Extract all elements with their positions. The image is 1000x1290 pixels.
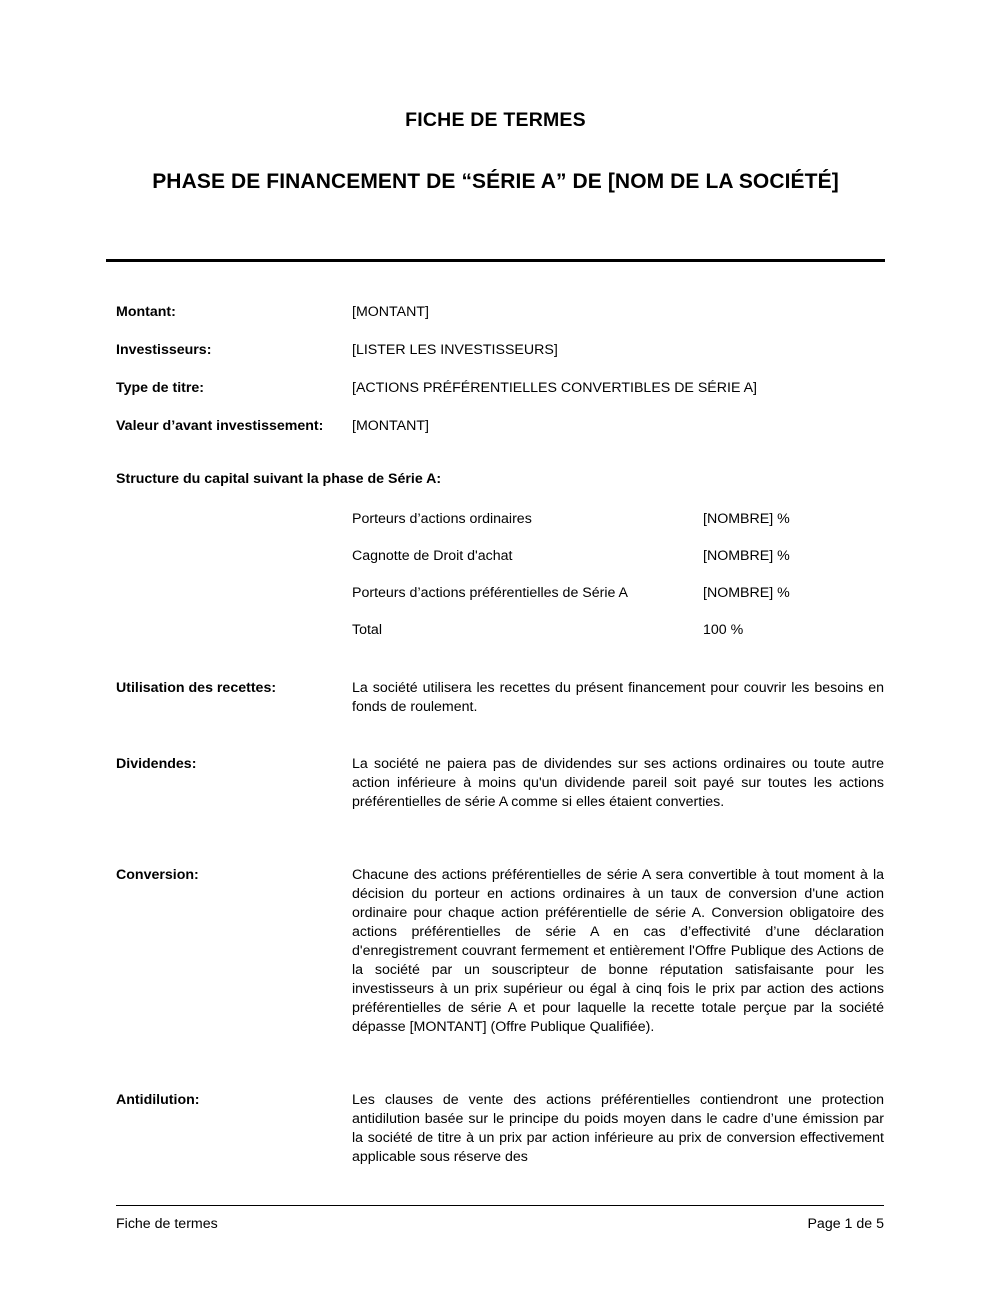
table-cell-percent: 100 % — [703, 622, 744, 638]
table-cell-name: Total — [352, 622, 382, 638]
field-label: Investisseurs: — [116, 342, 212, 358]
clause-label: Utilisation des recettes: — [116, 680, 277, 696]
table-cell-name: Porteurs d’actions préférentielles de Série A — [352, 585, 629, 601]
title-divider — [106, 259, 885, 262]
field-label: Type de titre: — [116, 380, 205, 396]
clause-label: Antidilution: — [116, 1092, 200, 1108]
field-value: [MONTANT] — [352, 418, 429, 434]
footer-page-number: Page 1 de 5 — [807, 1216, 884, 1232]
clause-text: Les clauses de vente des actions préférentielles contiendront une protection antidilution basée sur le principe du poids moyen dans le cadre d’une émission par la société de titre à un prix par action inférieure au prix de conversion effectivement applicable sous réserve des — [352, 1092, 884, 1165]
field-label: Valeur d’avant investissement: — [116, 418, 324, 434]
table-row — [352, 547, 884, 584]
capital-structure-table — [352, 510, 884, 658]
page-subtitle: PHASE DE FINANCEMENT DE “SÉRIE A” DE [NOM DE LA SOCIÉTÉ] — [152, 170, 839, 193]
table-cell-name: Cagnotte de Droit d'achat — [352, 548, 513, 564]
clause-text: La société ne paiera pas de dividendes sur ses actions ordinaires ou toute autre action inférieure à moins qu'un dividende pareil soit payé sur toutes les actions préférentielles de série A comme si elles étaient converties. — [352, 756, 884, 810]
table-cell-percent: [NOMBRE] % — [703, 585, 790, 601]
table-row — [352, 584, 884, 621]
table-cell-percent: [NOMBRE] % — [703, 548, 790, 564]
page-title: FICHE DE TERMES — [405, 109, 586, 131]
footer-document-name: Fiche de termes — [116, 1216, 218, 1232]
field-value: [ACTIONS PRÉFÉRENTIELLES CONVERTIBLES DE SÉRIE A] — [352, 380, 757, 396]
field-value: [LISTER LES INVESTISSEURS] — [352, 342, 558, 358]
clause-label: Conversion: — [116, 867, 199, 883]
field-label: Montant: — [116, 304, 176, 320]
table-row — [352, 621, 884, 658]
field-value: [MONTANT] — [352, 304, 429, 320]
title-block — [106, 108, 885, 197]
capital-structure-heading: Structure du capital suivant la phase de Série A: — [116, 471, 442, 487]
table-cell-percent: [NOMBRE] % — [703, 511, 790, 527]
table-row — [352, 510, 884, 547]
clause-label: Dividendes: — [116, 756, 197, 772]
table-cell-name: Porteurs d’actions ordinaires — [352, 511, 532, 527]
clause-text: Chacune des actions préférentielles de série A sera convertible à tout moment à la décision du porteur en actions ordinaires à un taux de conversion d'une action ordinaire pour chaque action préférentielle de série A. Conversion obligatoire des actions préférentielles de série A en cas d’effectivité d’une déclaration d'enregistrement couvrant fermement et entièrement l'Offre Publique des Actions de la société par un souscripteur de bonne réputation satisfaisante pour les investisseurs à un prix supérieur ou égal à cinq fois le prix par action des actions préférentielles de série A et pour laquelle la recette totale perçue par la société dépasse [MONTANT] (Offre Publique Qualifiée). — [352, 867, 884, 1035]
clause-text: La société utilisera les recettes du présent financement pour couvrir les besoins en fonds de roulement. — [352, 680, 884, 715]
footer-divider — [116, 1205, 884, 1206]
